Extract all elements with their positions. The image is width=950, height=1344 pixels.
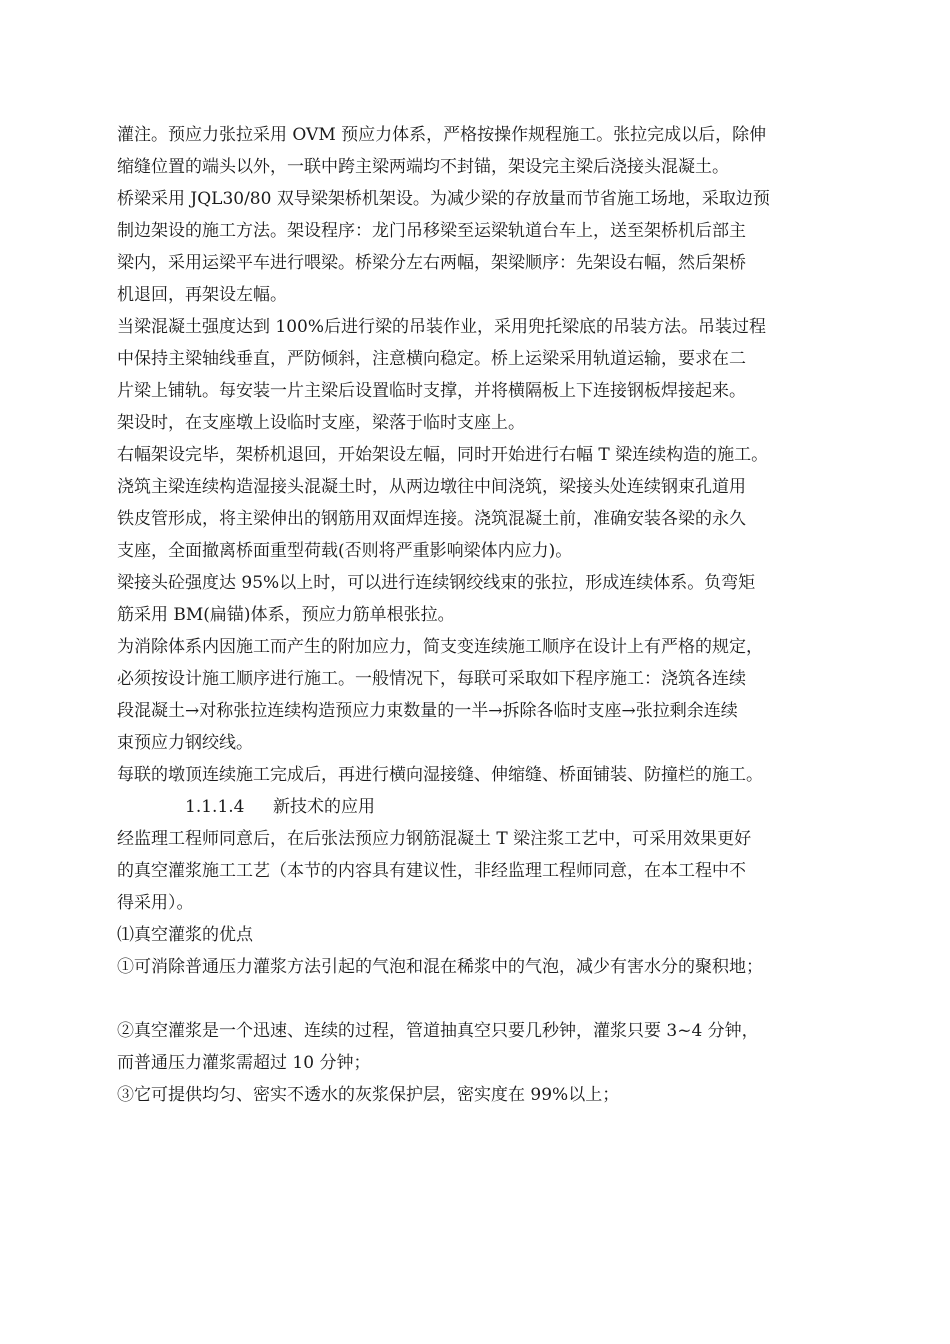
text-line: 中保持主梁轴线垂直，严防倾斜，注意横向稳定。桥上运梁采用轨道运输，要求在二 xyxy=(117,349,746,369)
paragraph-construction-sequence xyxy=(117,631,847,759)
text-line: 筋采用 BM(扁锚)体系，预应力筋单根张拉。 xyxy=(117,605,455,625)
paragraph-finishing xyxy=(117,759,847,791)
text-line: 为消除体系内因施工而产生的附加应力，简支变连续施工顺序在设计上有严格的规定， xyxy=(117,637,763,657)
text-line: 束预应力钢绞线。 xyxy=(117,733,253,753)
text-line: ②真空灌浆是一个迅速、连续的过程，管道抽真空只要几秒钟，灌浆只要 3~4 分钟， xyxy=(117,1021,759,1041)
text-line: 桥梁采用 JQL30/80 双导梁架桥机架设。为减少梁的存放量而节省施工场地，采取边预 xyxy=(117,189,770,209)
text-line: 机退回，再架设左幅。 xyxy=(117,285,287,305)
text-line: 梁内，采用运梁平车进行喂梁。桥梁分左右两幅，架梁顺序：先架设右幅，然后架桥 xyxy=(117,253,746,273)
text-line: 经监理工程师同意后，在后张法预应力钢筋混凝土 T 梁注浆工艺中，可采用效果更好 xyxy=(117,829,752,849)
section-number: 1.1.1.4 xyxy=(185,797,245,817)
text-line: 缩缝位置的端头以外，一联中跨主梁两端均不封锚，架设完主梁后浇接头混凝土。 xyxy=(117,157,729,177)
section-heading xyxy=(117,791,847,823)
blank-line xyxy=(117,983,847,1015)
text-line: 片梁上铺轨。每安装一片主梁后设置临时支撑，并将横隔板上下连接钢板焊接起来。 xyxy=(117,381,746,401)
subheading-advantages xyxy=(117,919,847,951)
paragraph-erection-method xyxy=(117,183,847,311)
text-line: 必须按设计施工顺序进行施工。一般情况下，每联可采取如下程序施工：浇筑各连续 xyxy=(117,669,746,689)
text-line: 制边架设的施工方法。架设程序：龙门吊移梁至运梁轨道台车上，送至架桥机后部主 xyxy=(117,221,746,241)
text-line: 右幅架设完毕，架桥机退回，开始架设左幅，同时开始进行右幅 T 梁连续构造的施工。 xyxy=(117,445,769,465)
text-line: 铁皮管形成，将主梁伸出的钢筋用双面焊连接。浇筑混凝土前，准确安装各梁的永久 xyxy=(117,509,746,529)
text-line: 当梁混凝土强度达到 100%后进行梁的吊装作业，采用兜托梁底的吊装方法。吊装过程 xyxy=(117,317,767,337)
text-line: 梁接头砼强度达 95%以上时，可以进行连续钢绞线束的张拉，形成连续体系。负弯矩 xyxy=(117,573,756,593)
text-line: 灌注。预应力张拉采用 OVM 预应力体系，严格按操作规程施工。张拉完成以后，除伸 xyxy=(117,125,767,145)
paragraph-hoisting xyxy=(117,311,847,439)
list-item-advantage-1 xyxy=(117,951,847,983)
text-line: ①可消除普通压力灌浆方法引起的气泡和混在稀浆中的气泡，减少有害水分的聚积地； xyxy=(117,957,763,977)
text-line: 段混凝土→对称张拉连续构造预应力束数量的一半→拆除各临时支座→张拉剩余连续 xyxy=(117,701,738,721)
document-page xyxy=(117,119,847,1111)
text-line: 浇筑主梁连续构造湿接头混凝土时，从两边墩往中间浇筑，梁接头处连续钢束孔道用 xyxy=(117,477,746,497)
paragraph-strand-tensioning xyxy=(117,567,847,631)
text-line: 支座，全面撤离桥面重型荷载(否则将严重影响梁体内应力)。 xyxy=(117,541,573,561)
paragraph-tensioning xyxy=(117,119,847,183)
section-title: 新技术的应用 xyxy=(273,797,375,817)
text-line: 架设时，在支座墩上设临时支座，梁落于临时支座上。 xyxy=(117,413,525,433)
paragraph-vacuum-intro xyxy=(117,823,847,919)
text-line: 而普通压力灌浆需超过 10 分钟； xyxy=(117,1053,371,1073)
text-line: 的真空灌浆施工工艺（本节的内容具有建议性，非经监理工程师同意，在本工程中不 xyxy=(117,861,746,881)
text-line: ③它可提供均匀、密实不透水的灰浆保护层，密实度在 99%以上； xyxy=(117,1085,620,1105)
list-item-advantage-3 xyxy=(117,1079,847,1111)
text-line: 每联的墩顶连续施工完成后，再进行横向湿接缝、伸缩缝、桥面铺装、防撞栏的施工。 xyxy=(117,765,763,785)
list-item-advantage-2 xyxy=(117,1015,847,1079)
text-line: 得采用）。 xyxy=(117,893,194,913)
text-line: ⑴真空灌浆的优点 xyxy=(117,925,253,945)
paragraph-continuous-structure xyxy=(117,439,847,567)
